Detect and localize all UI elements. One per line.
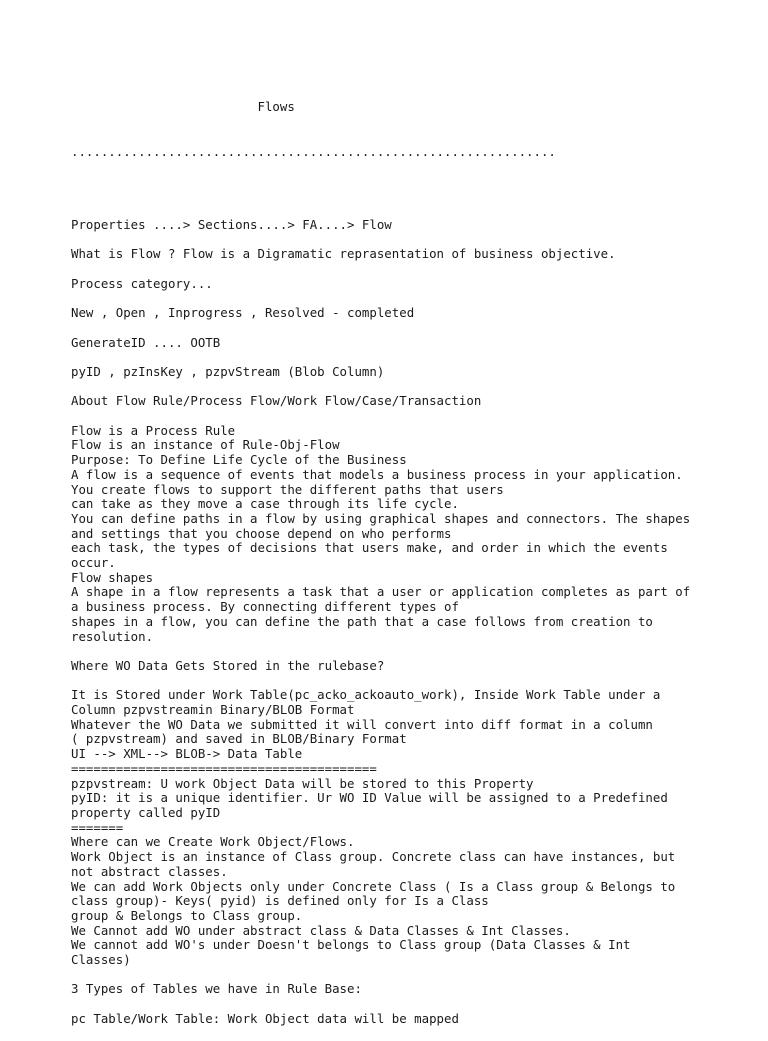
text-line: UI --> XML--> BLOB-> Data Table [71,746,303,762]
text-line: ========================================= [71,760,377,776]
text-line: Flow shapes [71,569,154,585]
text-line: Column pzpvstreamin Binary/BLOB Format [71,702,355,718]
text-line: A shape in a flow represents a task that a user or application completes as part of [71,584,691,600]
blank-line [71,409,711,424]
blank-line [71,233,711,248]
text-line: Flow is an instance of Rule-Obj-Flow [71,437,340,453]
text-line: Flow is a Process Rule [71,422,236,438]
text-line: class group)- Keys( pyid) is defined only for Is a Class [71,893,489,909]
text-line: pyID , pzInsKey , pzpvStream (Blob Column) [71,363,385,379]
dotted-rule: ................................................................. [71,143,556,159]
text-line: It is Stored under Work Table(pc_acko_ackoauto_work), Inside Work Table under a [71,687,661,703]
document-title: Flows [71,99,295,115]
blank-line [71,291,711,306]
blank-line [71,380,711,395]
document-page [71,71,711,1041]
text-line: New , Open , Inprogress , Resolved - completed [71,305,415,321]
text-line: Classes) [71,952,131,968]
text-line: pyID: it is a unique identifier. Ur WO ID Value will be assigned to a Predefined [71,790,668,806]
text-line: About Flow Rule/Process Flow/Work Flow/Case/Transaction [71,393,482,409]
text-line: ( pzpvstream) and saved in BLOB/Binary Format [71,731,407,747]
text-line: We cannot add WO's under Doesn't belongs to Class group (Data Classes & Int [71,937,631,953]
text-line: pc Table/Work Table: Work Object data will be mapped [71,1010,459,1026]
text-line: Where WO Data Gets Stored in the rulebase? [71,657,385,673]
text-line: Whatever the WO Data we submitted it will convert into diff format in a column [71,716,653,732]
text-line: Purpose: To Define Life Cycle of the Business [71,452,407,468]
blank-line [71,968,711,983]
blank-line [71,203,711,218]
text-line: each task, the types of decisions that users make, and order in which the events [71,540,668,556]
text-line: a business process. By connecting different types of [71,599,459,615]
blank-line [71,644,711,659]
text-line: 3 Types of Tables we have in Rule Base: [71,981,362,997]
text-line: Where can we Create Work Object/Flows. [71,834,355,850]
text-line: can take as they move a case through its life cycle. [71,496,459,512]
text-line: Process category... [71,275,213,291]
blank-line [71,189,711,204]
text-line: and settings that you choose depend on who performs [71,525,452,541]
text-line: What is Flow ? Flow is a Digramatic reprasentation of business objective. [71,246,616,262]
text-line: GenerateID .... OOTB [71,334,221,350]
document-body [71,189,711,1027]
text-line: We Cannot add WO under abstract class & Data Classes & Int Classes. [71,922,571,938]
text-line: not abstract classes. [71,863,228,879]
text-line: pzpvstream: U work Object Data will be stored to this Property [71,775,534,791]
text-line: group & Belongs to Class group. [71,907,303,923]
text-line: Work Object is an instance of Class group. Concrete class can have instances, but [71,849,676,865]
text-line: A flow is a sequence of events that models a business process in your application. [71,466,683,482]
text-line: shapes in a flow, you can define the path that a case follows from creation to [71,613,653,629]
text-line: You can define paths in a flow by using graphical shapes and connectors. The shapes [71,510,691,526]
blank-line [71,321,711,336]
text-line: resolution. [71,628,154,644]
text-line: We can add Work Objects only under Concrete Class ( Is a Class group & Belongs to [71,878,676,894]
blank-line [71,350,711,365]
text-line: Properties ....> Sections....> FA....> Flow [71,217,392,232]
blank-line [71,997,711,1012]
text-line: property called pyID [71,804,221,820]
blank-line [71,262,711,277]
text-line: occur. [71,555,116,571]
blank-line [71,674,711,689]
text-line: You create flows to support the different paths that users [71,481,504,497]
text-line: ======= [71,819,124,835]
